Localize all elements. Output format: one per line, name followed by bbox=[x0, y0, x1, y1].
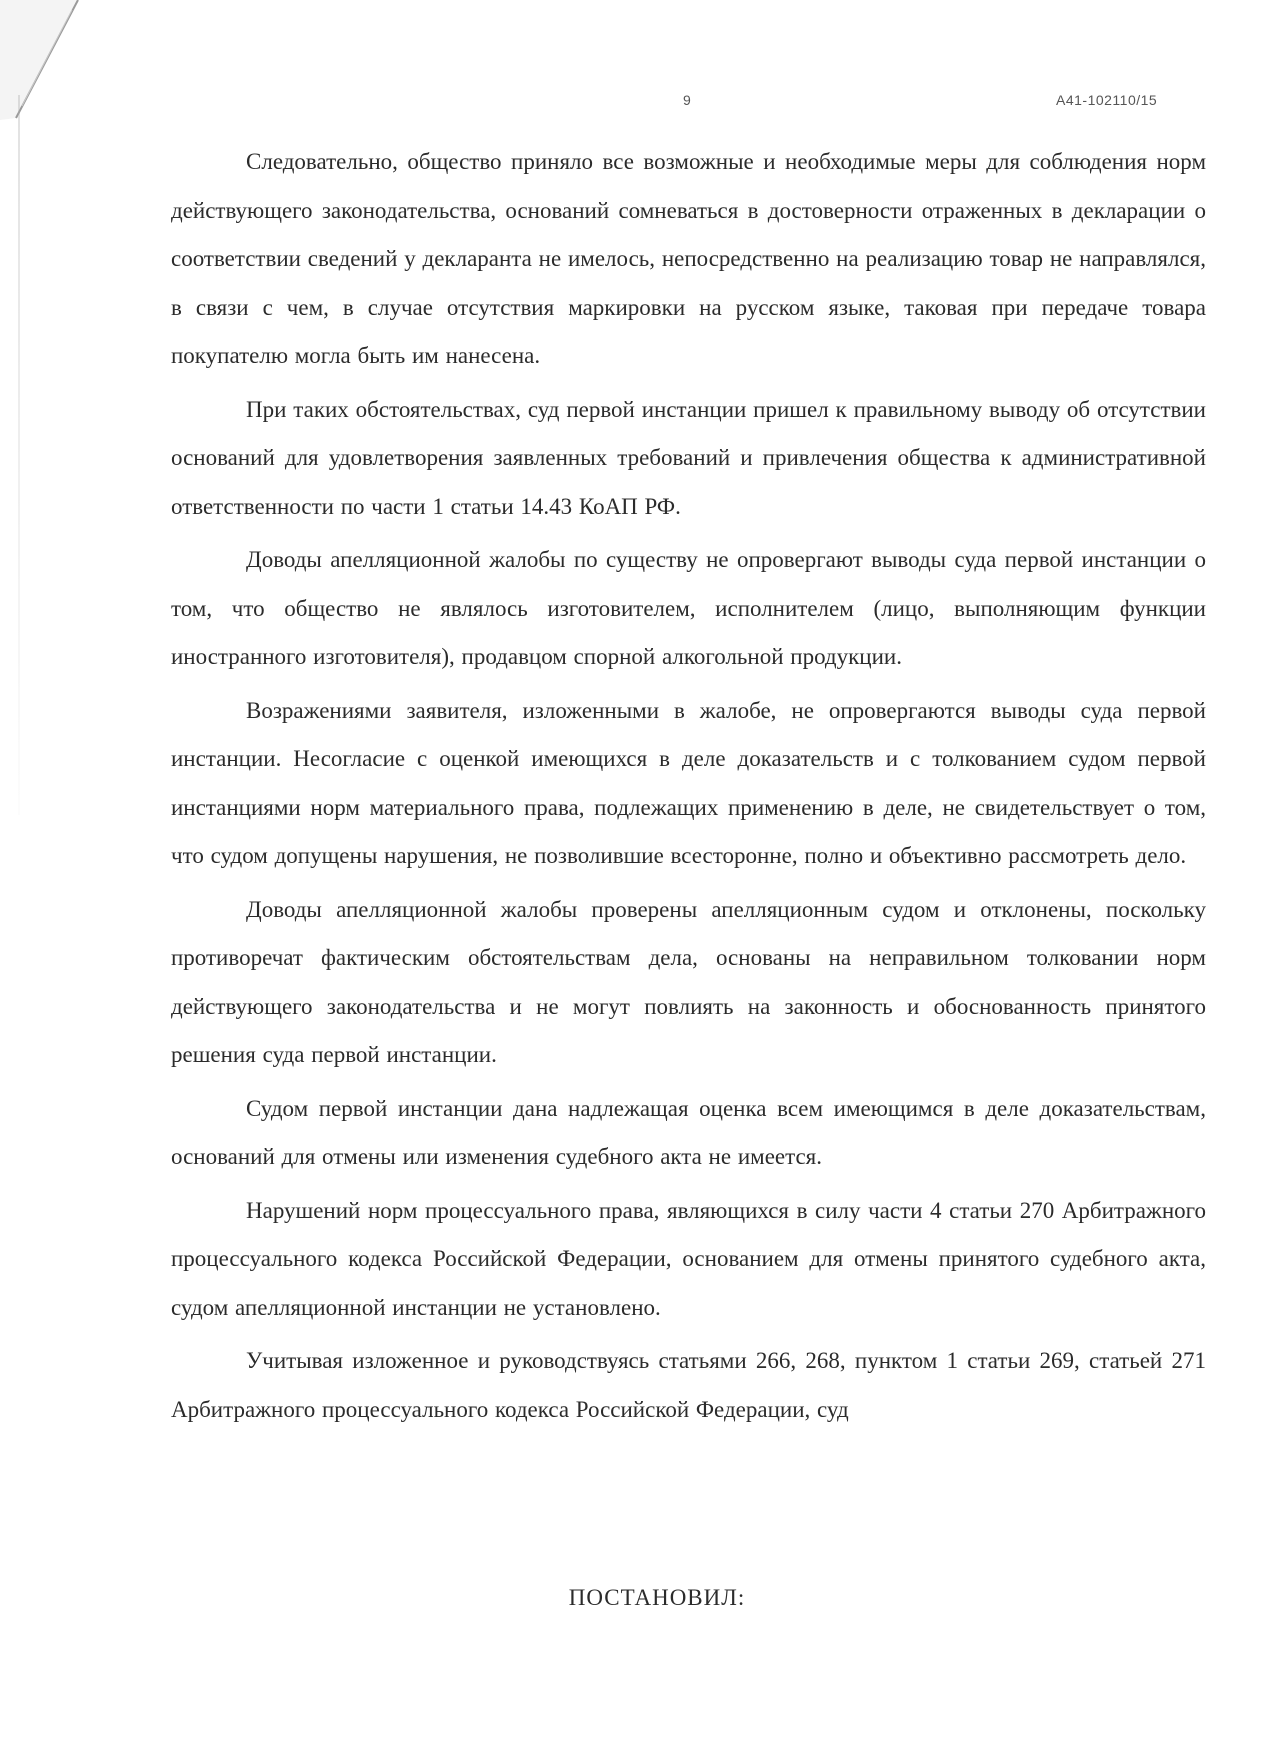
document-body bbox=[171, 138, 1206, 1439]
paragraph: Возражениями заявителя, изложенными в жалобе, не опровергаются выводы суда первой инстанции. Несогласие с оценкой имеющихся в деле доказательств и с толкованием судом первой инстанциями норм материального права, подлежащих применению в деле, не свидетельствует о том, что судом допущены нарушения, не позволившие всесторонне, полно и объективно рассмотреть дело. bbox=[171, 697, 1206, 868]
case-number: А41-102110/15 bbox=[1056, 92, 1158, 108]
paragraph: Учитывая изложенное и руководствуясь статьями 266, 268, пунктом 1 статьи 269, статьей 271 Арбитражного процессуального кодекса Российской Федерации, суд bbox=[171, 1348, 1206, 1422]
ruling-heading: ПОСТАНОВИЛ: bbox=[568, 1585, 746, 1610]
paragraph: Доводы апелляционной жалобы по существу не опровергают выводы суда первой инстанции о том, что общество не являлось изготовителем, исполнителем (лицо, выполняющим функции иностранного изготовителя), продавцом спорной алкогольной продукции. bbox=[171, 547, 1206, 669]
paragraph: Доводы апелляционной жалобы проверены апелляционным судом и отклонены, поскольку противоречат фактическим обстоятельствам дела, основаны на неправильном толковании норм действующего законодательства и не могут повлиять на законность и обоснованность принятого решения суда первой инстанции. bbox=[171, 896, 1206, 1067]
scan-edge-shadow bbox=[18, 95, 20, 815]
paragraph: Судом первой инстанции дана надлежащая оценка всем имеющимся в деле доказательствам, оснований для отмены или изменения судебного акта не имеется. bbox=[171, 1095, 1206, 1169]
page-number: 9 bbox=[683, 92, 691, 108]
paragraph: Следовательно, общество приняло все возможные и необходимые меры для соблюдения норм действующего законодательства, оснований сомневаться в достоверности отраженных в декларации о соответствии сведений у декларанта не имелось, непосредственно на реализацию товар не направлялся, в связи с чем, в случае отсутствия маркировки на русском языке, таковая при передаче товара покупателю могла быть им нанесена. bbox=[171, 149, 1206, 368]
paragraph: Нарушений норм процессуального права, являющихся в силу части 4 статьи 270 Арбитражного процессуального кодекса Российской Федерации, основанием для отмены принятого судебного акта, судом апелляционной инстанции не установлено. bbox=[171, 1197, 1206, 1320]
paragraph: При таких обстоятельствах, суд первой инстанции пришел к правильному выводу об отсутствии оснований для удовлетворения заявленных требований и привлечения общества к административной ответственности по части 1 статьи 14.43 КоАП РФ. bbox=[171, 396, 1206, 519]
page-header bbox=[0, 92, 1276, 114]
